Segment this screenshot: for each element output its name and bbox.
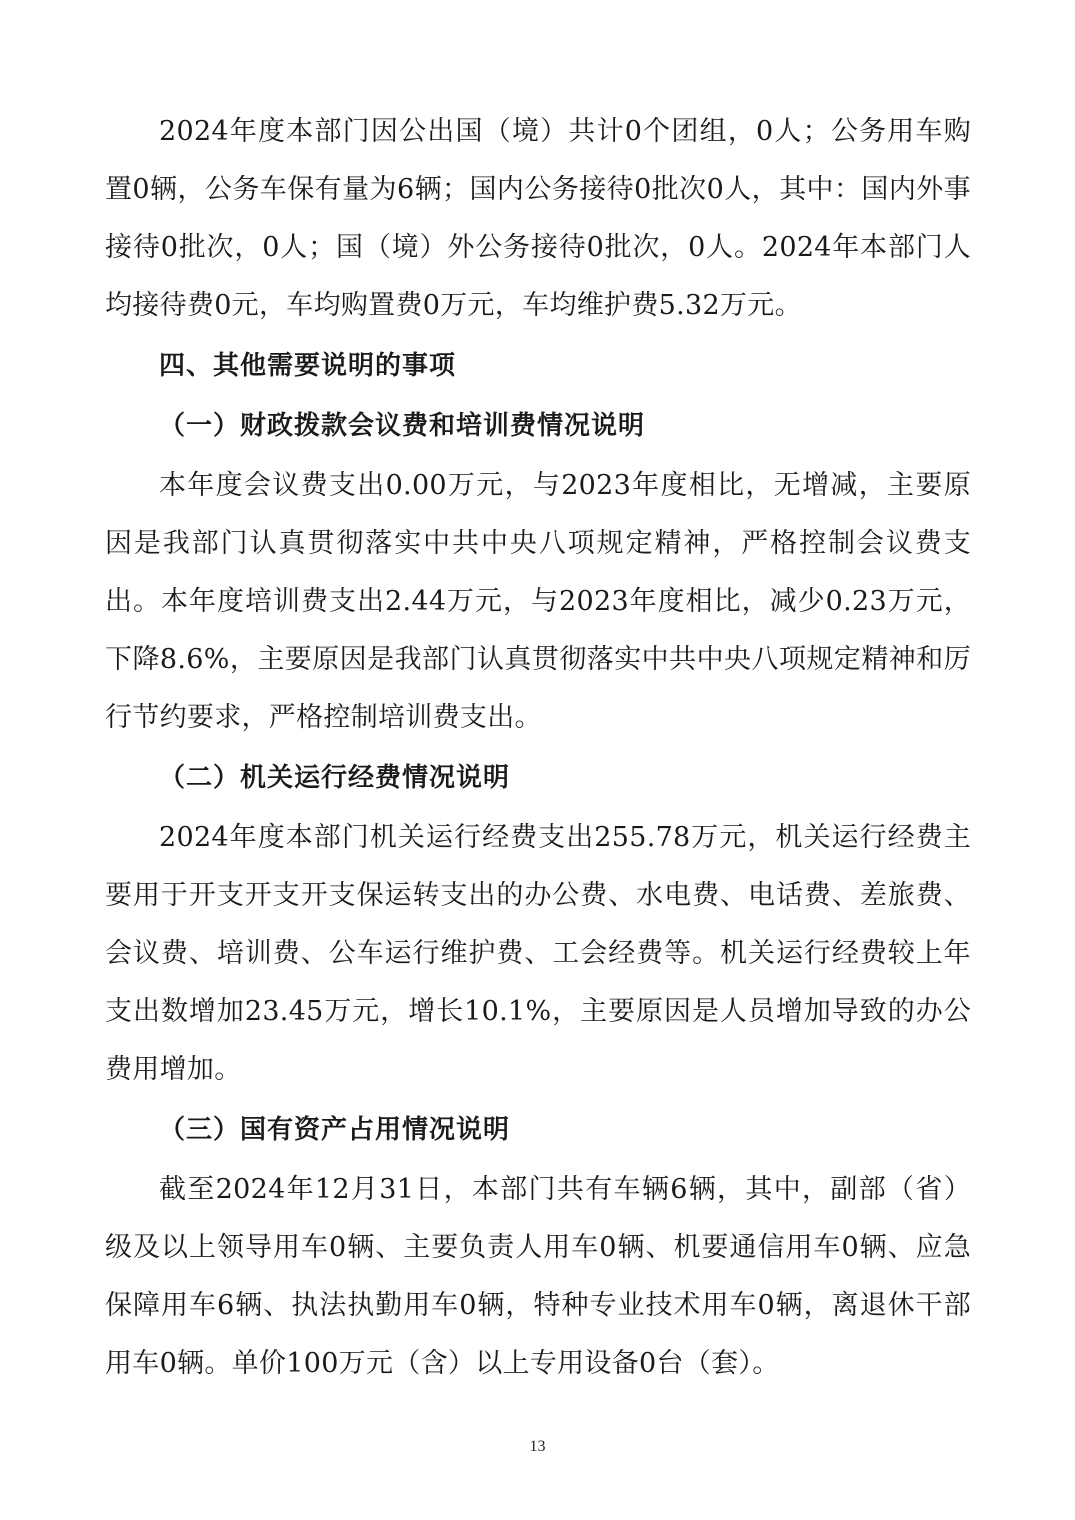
subheading-state-assets: （三）国有资产占用情况说明 xyxy=(159,1115,511,1145)
section-heading-other-matters: 四、其他需要说明的事项 xyxy=(159,351,457,381)
subheading-operating-expenses: （二）机关运行经费情况说明 xyxy=(159,763,511,793)
paragraph-meeting-training-fees: 本年度会议费支出0.00万元，与2023年度相比，无增减，主要原因是我部门认真贯彻落实中共中央八项规定精神，严格控制会议费支出。本年度培训费支出2.44万元，与2023年度相比，减少0.23万元，下降8.6%，主要原因是我部门认真贯彻落实中共中央八项规定精神和厉行节约要求，严格控制培训费支出。 xyxy=(105,470,971,733)
subheading-meeting-training-fees: （一）财政拨款会议费和培训费情况说明 xyxy=(159,411,646,441)
paragraph-state-assets: 截至2024年12月31日，本部门共有车辆6辆，其中，副部（省）级及以上领导用车0辆、主要负责人用车0辆、机要通信用车0辆、应急保障用车6辆、执法执勤用车0辆，特种专业技术用车0辆，离退休干部用车0辆。单价100万元（含）以上专用设备0台（套）。 xyxy=(105,1174,971,1379)
paragraph-official-travel-reception: 2024年度本部门因公出国（境）共计0个团组，0人；公务用车购置0辆，公务车保有量为6辆；国内公务接待0批次0人，其中：国内外事接待0批次，0人；国（境）外公务接待0批次，0人。2024年本部门人均接待费0元，车均购置费0万元，车均维护费5.32万元。 xyxy=(105,116,971,321)
document-body xyxy=(105,103,971,1395)
page-number: 13 xyxy=(529,1438,546,1455)
paragraph-operating-expenses: 2024年度本部门机关运行经费支出255.78万元，机关运行经费主要用于开支开支开支保运转支出的办公费、水电费、电话费、差旅费、会议费、培训费、公车运行维护费、工会经费等。机关运行经费较上年支出数增加23.45万元，增长10.1%，主要原因是人员增加导致的办公费用增加。 xyxy=(105,822,971,1085)
